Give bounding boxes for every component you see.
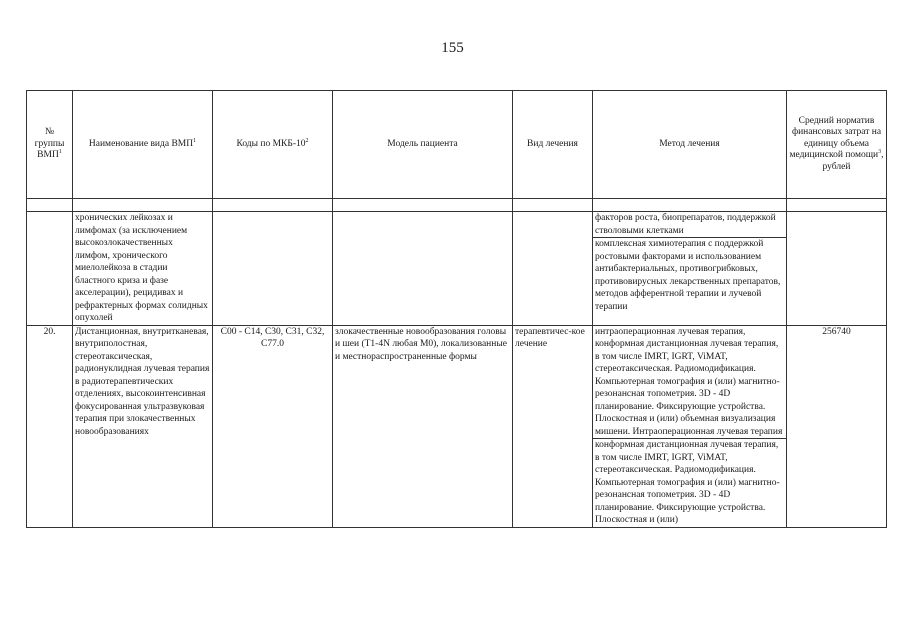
- header-cost: Средний норматив финансовых затрат на единицу объема медицинской помощи$^3$, рублей: [787, 91, 887, 199]
- method-part-2: конформная дистанционная лучевая терапия, в том числе IMRT, IGRT, ViMAT, стереотаксическая. Радиомодификация. Компьютерная томография и (или) магнитно-резонансная топометрия. 3D - 4D планирование. Фиксирующие устройства. Плоскостная и (или): [593, 438, 786, 527]
- table-row-20: [27, 325, 887, 527]
- cell-name: хронических лейкозах и лимфомах (за исключением высокозлокачественных лимфом, хронического миелолейкоза в стадии бластного криза и фазе акселерации), рецидивах и рефрактерных формах солидных опухолей: [73, 212, 213, 326]
- method-part-1: интраоперационная лучевая терапия, конформная дистанционная лучевая терапия, в том числе IMRT, IGRT, ViMAT, стереотаксическая. Радиомодификация. Компьютерная томография и (или) магнитно-резонансная топометрия. 3D - 4D планирование. Фиксирующие устройства. Плоскостная и (или) объемная визуализация мишени. Интраоперационная лучевая терапия: [595, 326, 783, 437]
- method-part-2: комплексная химиотерапия с поддержкой ростовыми факторами и использованием антибактериальных, противогрибковых, противовирусных лекарственных препаратов, методов афферентной терапии и лучевой терапии: [593, 237, 786, 313]
- cell-method: [593, 212, 787, 326]
- cell-name: Дистанционная, внутритканевая, внутриполостная, стереотаксическая, радионуклидная лучевая терапия в радиотерапевтических отделениях, высокоинтенсивная фокусированная ультразвуковая терапия при злокачественных новообразованиях: [73, 325, 213, 527]
- table-gap-row: [27, 199, 887, 212]
- header-name: Наименование вида ВМП$^1$: [73, 91, 213, 199]
- cell-model: злокачественные новообразования головы и шеи (T1-4N любая M0), локализованные и местнораспространенные формы: [333, 325, 513, 527]
- cell-cost: [787, 212, 887, 326]
- cell-codes: C00 - C14, C30, C31, C32, C77.0: [213, 325, 333, 527]
- cell-codes: [213, 212, 333, 326]
- header-method: Метод лечения: [593, 91, 787, 199]
- cell-treatment-type: [513, 212, 593, 326]
- cell-group-no: 20.: [27, 325, 73, 527]
- method-part-1: факторов роста, биопрепаратов, поддержкой стволовыми клетками: [595, 213, 776, 236]
- table-header-row: [27, 91, 887, 199]
- vmp-table: [26, 90, 887, 528]
- header-codes: Коды по МКБ-$10^2$: [213, 91, 333, 199]
- cell-group-no: [27, 212, 73, 326]
- page-number: 155: [441, 40, 464, 56]
- cell-model: [333, 212, 513, 326]
- cell-treatment-type: терапевтичес-кое лечение: [513, 325, 593, 527]
- cell-method: [593, 325, 787, 527]
- table-row-continued: [27, 212, 887, 326]
- header-group-no: № группы ВМП$^1$: [27, 91, 73, 199]
- header-treatment-type: Вид лечения: [513, 91, 593, 199]
- header-model: Модель пациента: [333, 91, 513, 199]
- cell-cost: 256740: [787, 325, 887, 527]
